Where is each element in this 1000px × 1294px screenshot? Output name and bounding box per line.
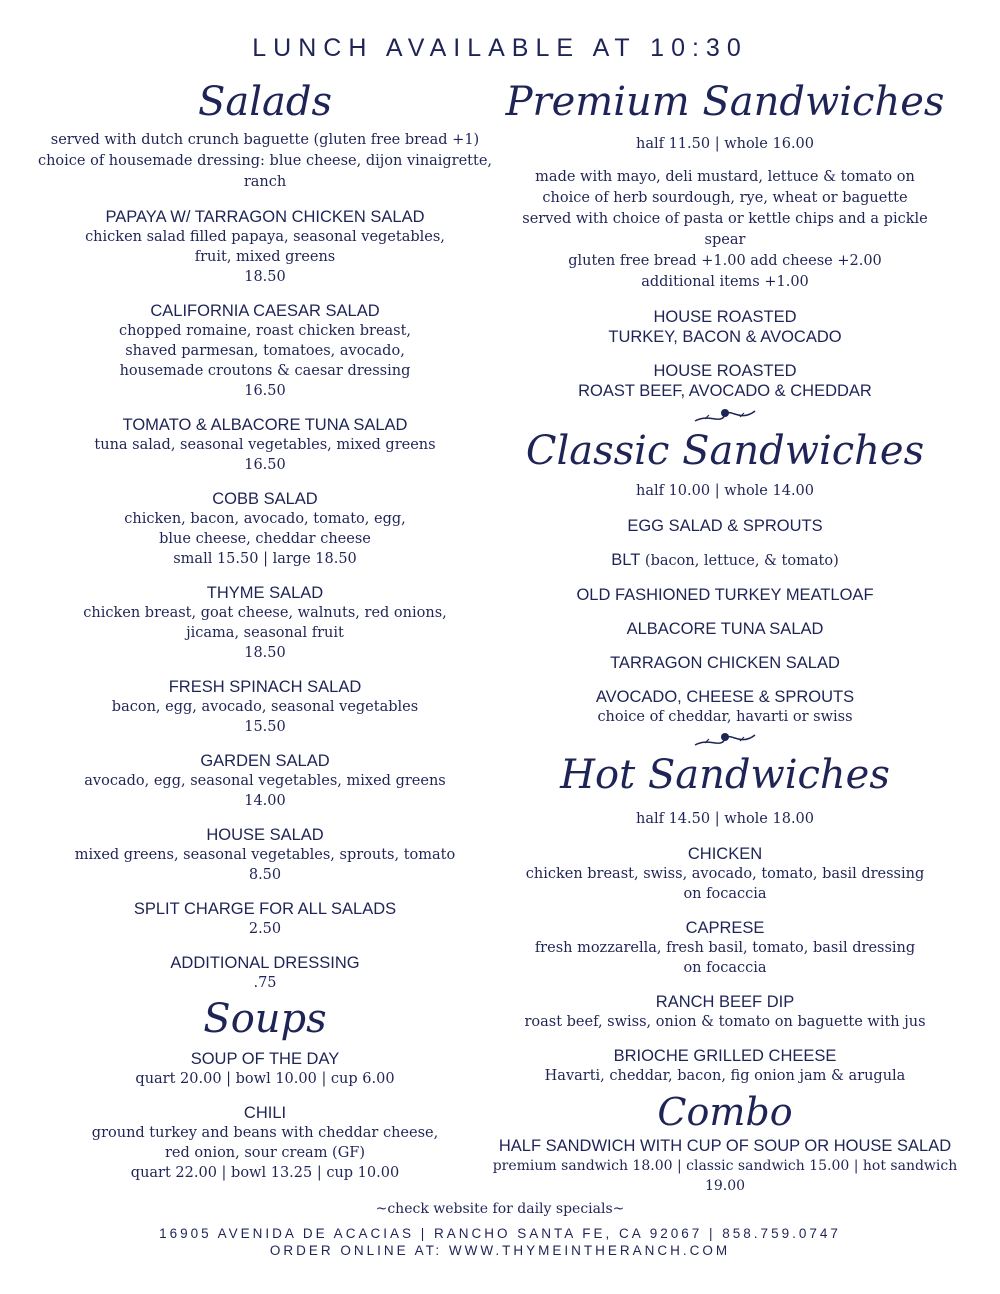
item-desc: shaved parmesan, tomatoes, avocado, [125, 343, 405, 359]
hot-price: half 14.50 | whole 18.00 [635, 811, 815, 827]
menu-item-ranch-beef-dip [500, 992, 950, 1032]
item-desc: chicken breast, swiss, avocado, tomato, basil dressing [525, 866, 925, 882]
salads-note-dressing: choice of housemade dressing: blue cheese, dijon vinaigrette, ranch [37, 153, 493, 190]
item-name: AVOCADO, CHEESE & SPROUTS [595, 688, 855, 706]
item-name: HOUSE SALAD [206, 826, 324, 844]
order-online-link[interactable]: ORDER ONLINE AT: WWW.THYMEINTHERANCH.COM [269, 1243, 731, 1258]
menu-item-albacore [500, 619, 950, 639]
menu-item-papaya [30, 207, 500, 287]
right-column [492, 78, 958, 1196]
item-price: 18.50 [244, 269, 286, 285]
item-name: TURKEY, BACON & AVOCADO [608, 328, 842, 346]
premium-note: choice of herb sourdough, rye, wheat or baguette [542, 190, 908, 206]
item-desc: avocado, egg, seasonal vegetables, mixed greens [84, 773, 446, 789]
item-desc: roast beef, swiss, onion & tomato on baguette with jus [524, 1014, 926, 1030]
menu-item-chili [30, 1103, 500, 1183]
item-price: .75 [253, 975, 277, 991]
menu-item-tuna-salad [30, 415, 500, 475]
item-name: TARRAGON CHICKEN SALAD [610, 654, 840, 672]
item-price: quart 22.00 | bowl 13.25 | cup 10.00 [130, 1165, 400, 1181]
item-price: 8.50 [248, 867, 282, 883]
item-desc: chicken salad filled papaya, seasonal vegetables, [85, 229, 445, 245]
item-price: 16.50 [244, 383, 286, 399]
item-name: FRESH SPINACH SALAD [168, 678, 362, 696]
left-column [30, 78, 500, 1183]
item-name: SOUP OF THE DAY [190, 1050, 340, 1068]
lunch-hours-header: LUNCH AVAILABLE AT 10:30 [252, 34, 748, 62]
premium-sandwiches-title: Premium Sandwiches [505, 79, 945, 125]
menu-item-chicken [500, 844, 950, 904]
menu-item-spinach [30, 677, 500, 737]
daily-specials-note: ~check website for daily specials~ [375, 1201, 625, 1217]
item-name: CALIFORNIA CAESAR SALAD [150, 302, 380, 320]
item-name: GARDEN SALAD [200, 752, 330, 770]
menu-item-meatloaf [500, 585, 950, 605]
salads-note-bread: served with dutch crunch baguette (gluten free bread +1) [50, 132, 480, 148]
combo-title: Combo [657, 1090, 793, 1134]
menu-item-avocado-cheese [500, 687, 950, 727]
menu-item-brioche [500, 1046, 950, 1086]
premium-note: made with mayo, deli mustard, lettuce & tomato on [535, 169, 915, 185]
item-desc: (bacon, lettuce, & tomato) [640, 553, 839, 569]
classic-sandwiches-title: Classic Sandwiches [525, 428, 925, 474]
item-desc: on focaccia [683, 960, 767, 976]
menu-item-garden [30, 751, 500, 811]
item-desc: red onion, sour cream (GF) [164, 1145, 366, 1161]
item-desc: on focaccia [683, 886, 767, 902]
premium-note: gluten free bread +1.00 add cheese +2.00 [568, 253, 882, 269]
premium-note: served with choice of pasta or kettle chips and a pickle spear [522, 211, 928, 248]
item-price: quart 20.00 | bowl 10.00 | cup 6.00 [135, 1071, 395, 1087]
item-name: COBB SALAD [212, 490, 318, 508]
menu-item-blt [500, 550, 950, 571]
hot-sandwiches-title: Hot Sandwiches [560, 752, 890, 798]
menu-item-egg-salad [500, 516, 950, 536]
item-name: SPLIT CHARGE FOR ALL SALADS [133, 900, 397, 918]
item-desc: chicken breast, goat cheese, walnuts, red onions, [83, 605, 447, 621]
item-desc: choice of cheddar, havarti or swiss [597, 709, 853, 725]
menu-item-additional-dressing [30, 953, 500, 993]
combo-name: HALF SANDWICH WITH CUP OF SOUP OR HOUSE SALAD [498, 1137, 952, 1155]
item-price: 15.50 [244, 719, 286, 735]
salads-title: Salads [197, 79, 333, 125]
menu-item-tarragon [500, 653, 950, 673]
item-desc: housemade croutons & caesar dressing [119, 363, 411, 379]
item-desc: blue cheese, cheddar cheese [159, 531, 371, 547]
item-name: BRIOCHE GRILLED CHEESE [613, 1047, 837, 1065]
premium-note: additional items +1.00 [641, 274, 809, 290]
item-price: 14.00 [244, 793, 286, 809]
item-price: small 15.50 | large 18.50 [173, 551, 357, 567]
soups-title: Soups [203, 996, 327, 1042]
item-name: CHILI [243, 1104, 287, 1122]
item-name: ROAST BEEF, AVOCADO & CHEDDAR [578, 382, 872, 400]
menu-item-roast-beef [500, 361, 950, 401]
item-name: BLT [611, 551, 641, 569]
item-name: ALBACORE TUNA SALAD [626, 620, 824, 638]
item-price: 16.50 [244, 457, 286, 473]
combo-price: premium sandwich 18.00 | classic sandwich 15.00 | hot sandwich 19.00 [492, 1158, 958, 1194]
item-name: OLD FASHIONED TURKEY MEATLOAF [576, 586, 874, 604]
item-name: RANCH BEEF DIP [655, 993, 795, 1011]
item-desc: ground turkey and beans with cheddar cheese, [91, 1125, 439, 1141]
menu-item-cobb [30, 489, 500, 569]
address-line: 16905 AVENIDA DE ACACIAS | RANCHO SANTA FE, CA 92067 | 858.759.0747 [159, 1226, 841, 1241]
item-name: TOMATO & ALBACORE TUNA SALAD [122, 416, 408, 434]
item-desc: mixed greens, seasonal vegetables, sprouts, tomato [74, 847, 456, 863]
item-name: HOUSE ROASTED [653, 362, 797, 380]
item-desc: fruit, mixed greens [194, 249, 336, 265]
item-name: THYME SALAD [206, 584, 324, 602]
menu-item-house-salad [30, 825, 500, 885]
item-name: ADDITIONAL DRESSING [170, 954, 360, 972]
item-price: 18.50 [244, 645, 286, 661]
menu-item-thyme-salad [30, 583, 500, 663]
item-name: CHICKEN [687, 845, 763, 863]
item-desc: tuna salad, seasonal vegetables, mixed greens [94, 437, 436, 453]
item-desc: jicama, seasonal fruit [186, 625, 344, 641]
item-name: PAPAYA W/ TARRAGON CHICKEN SALAD [105, 208, 425, 226]
item-name: HOUSE ROASTED [653, 308, 797, 326]
item-desc: chicken, bacon, avocado, tomato, egg, [124, 511, 406, 527]
premium-price: half 11.50 | whole 16.00 [635, 136, 815, 152]
menu-item-soup-of-day [30, 1049, 500, 1089]
flourish-icon [500, 727, 950, 751]
classic-price: half 10.00 | whole 14.00 [635, 483, 815, 499]
menu-item-caprese [500, 918, 950, 978]
flourish-icon [500, 403, 950, 427]
menu-item-split-charge [30, 899, 500, 939]
item-name: EGG SALAD & SPROUTS [627, 517, 823, 535]
item-name: CAPRESE [685, 919, 765, 937]
menu-item-caesar [30, 301, 500, 401]
item-desc: fresh mozzarella, fresh basil, tomato, basil dressing [534, 940, 916, 956]
menu-item-turkey-bacon [500, 307, 950, 347]
item-price: 2.50 [248, 921, 282, 937]
item-desc: bacon, egg, avocado, seasonal vegetables [111, 699, 419, 715]
item-desc: Havarti, cheddar, bacon, fig onion jam & arugula [544, 1068, 906, 1084]
item-desc: chopped romaine, roast chicken breast, [118, 323, 412, 339]
